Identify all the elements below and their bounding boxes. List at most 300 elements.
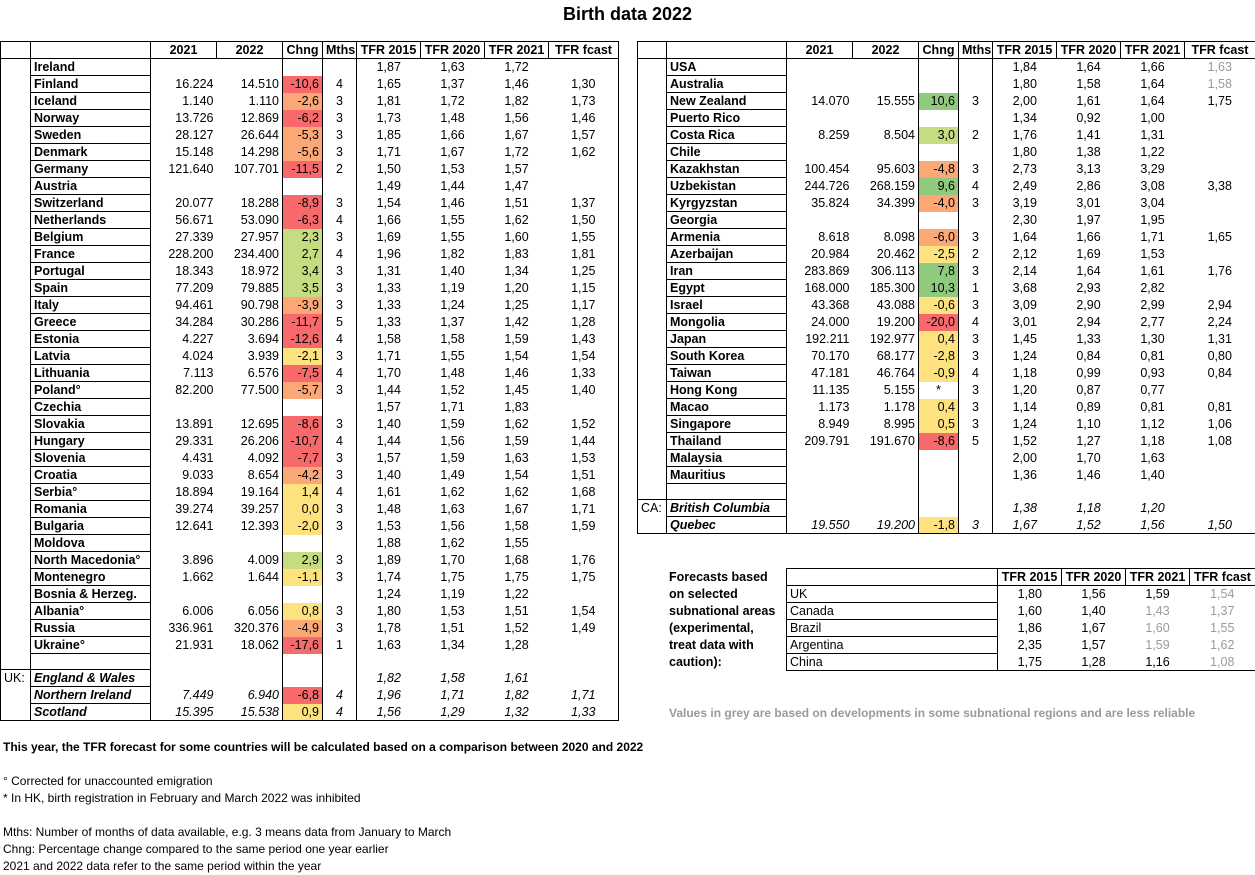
spacer-row [1, 654, 619, 670]
tfr-2021: 1,66 [1140, 60, 1165, 75]
country-name: Canada [787, 603, 998, 620]
tfr-2021: 1,63 [504, 451, 529, 465]
births-2022: 90.798 [240, 298, 279, 312]
months [323, 399, 357, 416]
group-cell [1, 331, 31, 348]
tfr-2021: 1,56 [1121, 517, 1185, 534]
births-2021: 82.200 [151, 382, 217, 399]
tfr-2015: 2,00 [1012, 451, 1037, 465]
tfr-forecast: 1,53 [549, 450, 619, 467]
country-name: Estonia [31, 331, 151, 348]
months: 3 [959, 399, 993, 416]
births-2022: 8.504 [883, 128, 915, 142]
tfr-forecast: 1,51 [549, 467, 619, 484]
births-2022: 5.155 [883, 383, 915, 397]
births-2022: 1.110 [248, 94, 279, 108]
months: 3 [959, 297, 993, 314]
births-2022: 15.538 [217, 704, 283, 721]
births-2022: 19.164 [240, 485, 279, 499]
tfr-2015: 1,18 [1012, 366, 1037, 380]
tfr-2020: 1,41 [1076, 128, 1101, 142]
births-2022: 191.670 [869, 434, 915, 448]
births-2022 [853, 212, 919, 229]
tfr-2020: 1,24 [440, 298, 465, 312]
group-cell [1, 433, 31, 450]
country-name: China [787, 654, 998, 671]
note-hk: * In HK, birth registration in February and March 2022 was inhibited [3, 791, 361, 805]
births-2022: 26.644 [240, 128, 279, 142]
country-name: Austria [31, 178, 151, 195]
group-cell [638, 382, 667, 399]
header-row [1, 42, 619, 59]
tfr-2015: 1,58 [376, 332, 401, 346]
tfr-2015: 1,78 [376, 621, 401, 635]
months [959, 144, 993, 161]
tfr-2020: 1,40 [1081, 604, 1106, 618]
tfr-2015: 1,36 [1012, 468, 1037, 482]
group-cell [638, 161, 667, 178]
group-cell [1, 76, 31, 93]
change-pct: -2,1 [283, 348, 323, 365]
group-cell [638, 297, 667, 314]
tfr-2021: 1,61 [1140, 264, 1165, 278]
empty-cell [31, 654, 151, 670]
tfr-forecast [1185, 280, 1255, 297]
country-name: Ukraine° [31, 637, 151, 654]
group-cell [638, 59, 667, 76]
tfr-2020: 1,56 [440, 519, 465, 533]
table-row [787, 603, 1255, 620]
col-header: Mths [959, 42, 993, 59]
months: 1 [323, 637, 357, 654]
births-2022: 18.288 [240, 196, 279, 210]
births-2022: 8.995 [883, 417, 915, 431]
tfr-2021: 3,29 [1140, 162, 1165, 176]
months: 3 [959, 93, 993, 110]
tfr-2020: 1,37 [440, 77, 465, 91]
group-cell [1, 586, 31, 603]
births-2021: 1.173 [787, 399, 853, 416]
table-row [1, 670, 619, 687]
tfr-2021: 1,54 [504, 349, 529, 363]
tfr-2015: 1,24 [1012, 417, 1037, 431]
change-pct: -4,2 [283, 467, 323, 484]
tfr-2021: 1,82 [504, 94, 529, 108]
col-header: 2021 [151, 42, 217, 59]
tfr-2015: 1,71 [376, 145, 401, 159]
change-pct: -5,7 [283, 382, 323, 399]
tfr-forecast: 1,55 [1190, 620, 1255, 637]
tfr-2015: 1,57 [376, 451, 401, 465]
country-name: Russia [31, 620, 151, 637]
births-2021: 13.726 [151, 110, 217, 127]
group-cell [638, 399, 667, 416]
group-cell [1, 314, 31, 331]
country-name: Azerbaijan [667, 246, 787, 263]
tfr-2021: 1,83 [504, 400, 529, 414]
tfr-2021: 1,62 [504, 485, 529, 499]
months: 3 [323, 501, 357, 518]
tfr-2020: 1,56 [1081, 587, 1106, 602]
tfr-2021: 1,62 [504, 417, 529, 431]
births-2021: 228.200 [151, 246, 217, 263]
months [959, 59, 993, 76]
births-2022: 234.400 [233, 247, 279, 261]
tfr-2015: 1,75 [998, 654, 1062, 671]
table-row [1, 331, 619, 348]
tfr-2020: 1,59 [440, 451, 465, 465]
col-header: 2022 [217, 42, 283, 59]
tfr-2021: 1,63 [1140, 451, 1165, 465]
change-pct: -0,9 [919, 365, 959, 382]
births-2021: 47.181 [787, 365, 853, 382]
table-row [1, 501, 619, 518]
table-row [1, 280, 619, 297]
table-row [638, 280, 1255, 297]
tfr-2021: 1,67 [504, 502, 529, 516]
months: 3 [323, 195, 357, 212]
change-pct: -3,9 [283, 297, 323, 314]
change-pct: -5,3 [283, 127, 323, 144]
tfr-forecast: 1,55 [549, 229, 619, 246]
tfr-2015: 1,33 [376, 281, 401, 295]
tfr-2020: 1,97 [1076, 213, 1101, 227]
change-pct: 10,6 [919, 93, 959, 110]
births-2021: 1.140 [151, 93, 217, 110]
empty-cell [959, 484, 993, 500]
table-row [1, 76, 619, 93]
tfr-2015: 1,71 [376, 349, 401, 363]
col-header: TFR fcast [1185, 42, 1255, 59]
tfr-2020: 1,58 [1076, 77, 1101, 91]
months: 4 [323, 687, 357, 704]
tfr-2020: 1,62 [440, 536, 465, 550]
empty-cell [993, 484, 1057, 500]
tfr-forecast: 1,63 [1185, 59, 1255, 76]
table-row [1, 603, 619, 620]
tfr-forecast [1185, 467, 1255, 484]
tfr-forecast: 1,31 [1185, 331, 1255, 348]
months: 4 [323, 365, 357, 382]
country-name: Egypt [667, 280, 787, 297]
tfr-2015: 1,66 [376, 213, 401, 227]
table-row [1, 110, 619, 127]
country-name: Czechia [31, 399, 151, 416]
births-2021: 8.949 [787, 416, 853, 433]
col-header: TFR fcast [549, 42, 619, 59]
change-pct: 0,4 [919, 331, 959, 348]
births-2022: 19.200 [853, 517, 919, 534]
table-row [1, 229, 619, 246]
table-row [638, 212, 1255, 229]
tfr-2015: 1,40 [376, 468, 401, 482]
tfr-2020: 1,58 [440, 671, 465, 685]
months: 3 [323, 382, 357, 399]
tfr-2020: 1,34 [440, 638, 465, 652]
tfr-2015: 1,60 [1017, 604, 1042, 618]
table-row [1, 93, 619, 110]
months: 4 [323, 331, 357, 348]
country-name: Armenia [667, 229, 787, 246]
country-name: Italy [31, 297, 151, 314]
change-pct: -8,6 [283, 416, 323, 433]
tfr-2021: 1,64 [1140, 77, 1165, 91]
tfr-2015: 1,85 [376, 128, 401, 142]
tfr-2020: 1,64 [1076, 264, 1101, 278]
months [323, 670, 357, 687]
country-name: Croatia [31, 467, 151, 484]
births-2021: 24.000 [787, 314, 853, 331]
col-header: TFR 2015 [993, 42, 1057, 59]
months: 5 [323, 314, 357, 331]
tfr-2015: 1,20 [1012, 383, 1037, 397]
tfr-2015: 1,56 [357, 704, 421, 721]
change-pct: -1,1 [283, 569, 323, 586]
table-row [638, 144, 1255, 161]
change-pct [919, 110, 959, 127]
months: 4 [323, 704, 357, 721]
group-cell [638, 76, 667, 93]
change-pct: 3,0 [919, 127, 959, 144]
tfr-2015: 1,53 [376, 519, 401, 533]
births-2022: 107.701 [233, 162, 279, 176]
tfr-2015: 2,12 [1012, 247, 1037, 261]
country-name: Iran [667, 263, 787, 280]
country-name: Belgium [31, 229, 151, 246]
births-2021: 8.618 [787, 229, 853, 246]
corner-cell [31, 42, 151, 59]
tfr-2015: 1,69 [376, 230, 401, 244]
group-cell [638, 331, 667, 348]
change-pct: -8,9 [283, 195, 323, 212]
tfr-2020: 1,67 [1081, 621, 1106, 635]
group-cell [1, 484, 31, 501]
months: 3 [959, 517, 993, 534]
months [959, 212, 993, 229]
tfr-forecast: 1,71 [549, 501, 619, 518]
births-2022: 18.062 [240, 638, 279, 652]
country-name: Iceland [31, 93, 151, 110]
table-row [638, 467, 1255, 484]
col-header: Chng [919, 42, 959, 59]
group-cell [1, 501, 31, 518]
months: 3 [323, 620, 357, 637]
births-2021: 6.006 [151, 603, 217, 620]
births-2021: 121.640 [151, 161, 217, 178]
tfr-2015: 1,88 [376, 536, 401, 550]
change-pct: 0,0 [283, 501, 323, 518]
table-row [638, 229, 1255, 246]
table-row [1, 399, 619, 416]
group-cell [638, 450, 667, 467]
col-header: TFR 2021 [485, 42, 549, 59]
months: 4 [959, 365, 993, 382]
births-2021 [151, 670, 217, 687]
births-2021: 11.135 [787, 382, 853, 399]
tfr-2021: 1,22 [504, 587, 529, 601]
country-name: Australia [667, 76, 787, 93]
group-cell [638, 280, 667, 297]
months: 5 [959, 433, 993, 450]
births-2022 [853, 144, 919, 161]
grey-values-note: Values in grey are based on developments in some subnational regions and are less reliable [669, 706, 1196, 720]
tfr-forecast [549, 670, 619, 687]
months: 3 [323, 603, 357, 620]
change-pct: -11,7 [283, 314, 323, 331]
group-cell [638, 110, 667, 127]
births-2022 [853, 59, 919, 76]
country-name: Bulgaria [31, 518, 151, 535]
tfr-2015: 1,80 [376, 604, 401, 618]
tfr-2021: 1,28 [504, 638, 529, 652]
births-2022: 1.644 [247, 570, 279, 584]
tfr-2015: 1,52 [1012, 434, 1037, 448]
tfr-forecast [549, 178, 619, 195]
country-name: Hong Kong [667, 382, 787, 399]
tfr-forecast [549, 161, 619, 178]
births-2022 [217, 59, 283, 76]
births-2022: 34.399 [876, 196, 915, 210]
tfr-2020: 1,49 [440, 468, 465, 482]
births-2021: 14.070 [787, 93, 853, 110]
tfr-2020: 1,69 [1076, 247, 1101, 261]
col-header: Chng [283, 42, 323, 59]
tfr-forecast: 0,84 [1185, 365, 1255, 382]
table-row [1, 687, 619, 704]
change-pct: -10,6 [283, 76, 323, 93]
table-row [638, 382, 1255, 399]
tfr-forecast [1185, 246, 1255, 263]
tfr-forecast: 1,75 [549, 569, 619, 586]
country-name: Puerto Rico [667, 110, 787, 127]
tfr-2020: 1,70 [1076, 451, 1101, 465]
change-pct: -4,0 [919, 195, 959, 212]
group-cell [1, 297, 31, 314]
months: 3 [323, 450, 357, 467]
tfr-2015: 1,33 [376, 298, 401, 312]
country-name: South Korea [667, 348, 787, 365]
empty-cell [1185, 484, 1255, 500]
group-cell [1, 348, 31, 365]
tfr-2020: 1,71 [440, 688, 465, 702]
country-name: Sweden [31, 127, 151, 144]
change-pct [919, 500, 959, 517]
births-2021: 7.113 [151, 365, 217, 382]
births-2022: 14.298 [240, 145, 279, 159]
months [959, 450, 993, 467]
births-2021: 4.024 [151, 348, 217, 365]
group-cell [1, 416, 31, 433]
births-2021: 18.894 [151, 484, 217, 501]
table-row [638, 59, 1255, 76]
table-row [1, 263, 619, 280]
group-cell [1, 569, 31, 586]
tfr-2021: 1,83 [504, 247, 529, 261]
tfr-2015: 3,09 [1012, 298, 1037, 312]
tfr-2021: 1,56 [504, 111, 529, 125]
tfr-2021: 1,59 [504, 434, 529, 448]
tfr-2015: 1,24 [1012, 349, 1037, 363]
group-cell [1, 467, 31, 484]
tfr-forecast [549, 399, 619, 416]
tfr-2020: 1,33 [1076, 332, 1101, 346]
births-2021 [151, 535, 217, 552]
births-2022: 6.056 [247, 604, 279, 618]
change-pct [283, 59, 323, 76]
tfr-2015: 1,54 [376, 196, 401, 210]
tfr-2015: 1,64 [1012, 230, 1037, 244]
months: 4 [323, 76, 357, 93]
births-2022: 3.939 [247, 349, 279, 363]
table-row [1, 569, 619, 586]
births-2022 [217, 399, 283, 416]
tfr-2021: 1,68 [504, 553, 529, 567]
table-row [1, 212, 619, 229]
table-row [638, 365, 1255, 382]
births-2021: 100.454 [787, 161, 853, 178]
tfr-2020: 2,90 [1076, 298, 1101, 312]
births-2022: 268.159 [869, 179, 915, 193]
change-pct: 2,3 [283, 229, 323, 246]
months: 3 [323, 127, 357, 144]
col-header: TFR 2021 [1126, 569, 1190, 586]
table-row [1, 314, 619, 331]
tfr-2015: 1,80 [1017, 587, 1042, 602]
group-cell [638, 93, 667, 110]
country-name: Albania° [31, 603, 151, 620]
tfr-forecast: 1,17 [549, 297, 619, 314]
births-2022: 320.376 [233, 621, 279, 635]
tfr-2021: 1,47 [504, 179, 529, 193]
change-pct: -12,6 [283, 331, 323, 348]
births-2021: 9.033 [151, 467, 217, 484]
births-2022: 53.090 [240, 213, 279, 227]
empty-cell [357, 654, 421, 670]
tfr-2020: 1,52 [440, 383, 465, 397]
births-2022: 27.957 [240, 230, 279, 244]
group-cell [1, 450, 31, 467]
change-pct [283, 399, 323, 416]
header-row [638, 42, 1255, 59]
group-cell [1, 263, 31, 280]
country-name: UK [787, 586, 998, 603]
tfr-2015: 1,73 [376, 111, 401, 125]
forecast-table [786, 568, 1255, 671]
europe-table [0, 41, 619, 721]
country-name: Hungary [31, 433, 151, 450]
tfr-forecast: 3,38 [1185, 178, 1255, 195]
births-2021: 8.259 [787, 127, 853, 144]
births-2022 [853, 500, 919, 517]
table-row [787, 586, 1255, 603]
change-pct [919, 59, 959, 76]
group-cell [1, 535, 31, 552]
births-2021: 4.227 [151, 331, 217, 348]
change-pct: -1,8 [919, 517, 959, 534]
tfr-2020: 1,51 [440, 621, 465, 635]
table-row [638, 195, 1255, 212]
empty-cell [1121, 484, 1185, 500]
table-row [787, 654, 1255, 671]
col-header: TFR 2015 [998, 569, 1062, 586]
tfr-2015: 1,48 [376, 502, 401, 516]
births-2021: 13.891 [151, 416, 217, 433]
country-name: Latvia [31, 348, 151, 365]
change-pct: 7,8 [919, 263, 959, 280]
country-name: Israel [667, 297, 787, 314]
empty-cell [283, 654, 323, 670]
tfr-2020: 1,58 [440, 332, 465, 346]
